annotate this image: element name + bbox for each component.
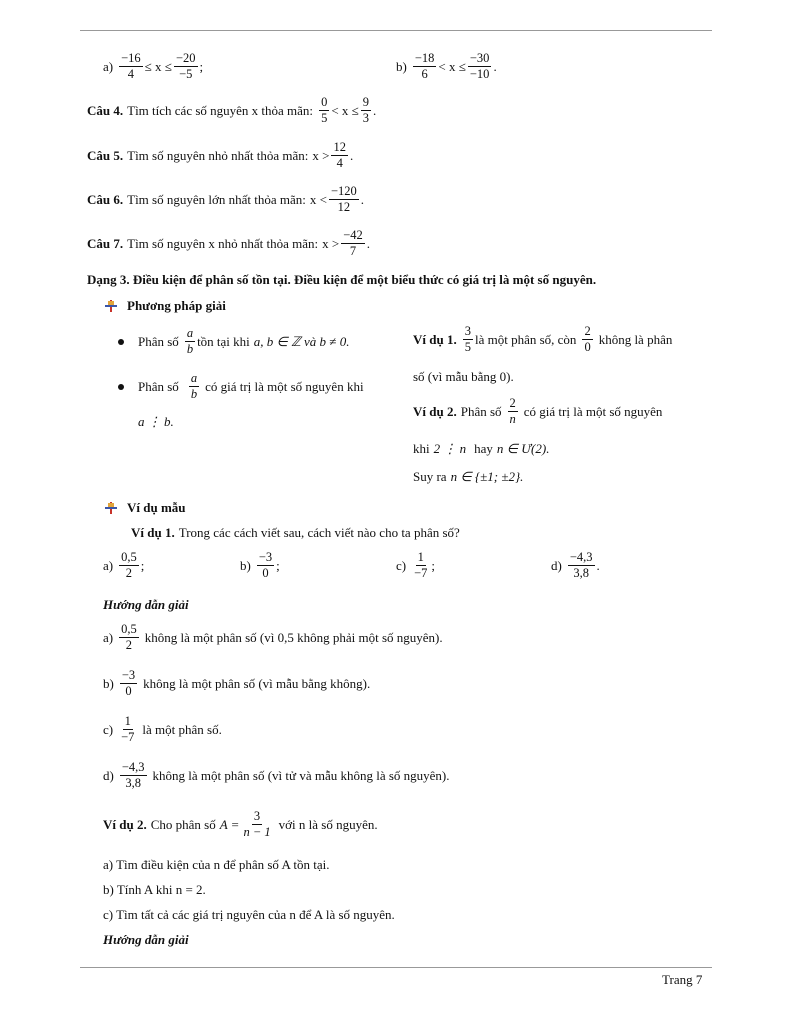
fraction: $\frac{12}{4}$ xyxy=(333,140,346,171)
method-bullet-2-line2: a ⋮ b. xyxy=(138,414,174,429)
question-7: Câu 7. Tìm số nguyên x nhỏ nhất thỏa mãn: x > $\frac{-42}{7}$ . xyxy=(87,228,371,259)
answer-c: c) $\frac{1}{-7}$ là một phân số. xyxy=(103,714,222,745)
guide-heading-2: Hướng dẫn giải xyxy=(103,932,189,947)
fraction: $\frac{a}{b}$ xyxy=(186,326,194,357)
example-2-part-a: a) Tìm điều kiện của n để phân số A tồn tại. xyxy=(103,857,330,872)
question-label: Câu 6. xyxy=(87,191,124,207)
exercise-item-b: b) $\frac{-18}{6}$ < x ≤ $\frac{-30}{-10}$ . xyxy=(396,51,497,82)
section-marker-icon xyxy=(105,300,117,312)
question-text: Tìm số nguyên x nhỏ nhất thỏa mãn: xyxy=(127,235,319,251)
question-label: Câu 5. xyxy=(87,147,124,163)
option-d: d) $\frac{-4,3}{3,8}$ . xyxy=(551,550,600,581)
method-bullet-2: Phân số $\frac{a}{b}$ có giá trị là một số nguyên khi xyxy=(118,372,364,401)
fraction: $\frac{0}{5}$ xyxy=(321,95,328,126)
fraction: $\frac{-16}{4}$ xyxy=(121,51,141,82)
fraction: $\frac{-42}{7}$ xyxy=(343,228,363,259)
example-2-part-b: b) Tính A khi n = 2. xyxy=(103,882,206,897)
fraction: $\frac{1}{-7}$ xyxy=(121,714,135,745)
answer-b: b) $\frac{-3}{0}$ không là một phân số (vì mẫu bằng không). xyxy=(103,668,371,699)
fraction: $\frac{a}{b}$ xyxy=(190,371,198,402)
method-bullet-1: Phân số $\frac{a}{b}$ tồn tại khi a, b ∈ ℤ và b ≠ 0. xyxy=(118,327,349,356)
question-label: Câu 7. xyxy=(87,235,124,251)
question-5: Câu 5. Tìm số nguyên nhỏ nhất thỏa mãn: x > $\frac{12}{4}$ . xyxy=(87,140,354,171)
top-rule xyxy=(80,30,712,31)
section-marker-icon xyxy=(105,502,117,514)
examples-heading: Ví dụ mẫu xyxy=(105,500,186,516)
method-example-2-line2: khi 2 ⋮ n hay n ∈ Ư(2). xyxy=(413,441,550,456)
exercise-item-a: a) $\frac{-16}{4}$ ≤ x ≤ $\frac{-20}{-5}$ ; xyxy=(103,51,204,82)
option-b: b) $\frac{-3}{0}$ ; xyxy=(240,550,280,581)
relation: < x ≤ xyxy=(438,58,466,74)
fraction: $\frac{0,5}{2}$ xyxy=(121,550,137,581)
question-4: Câu 4. Tìm tích các số nguyên x thỏa mãn: $\frac{0}{5}$ < x ≤ $\frac{9}{3}$ . xyxy=(87,95,377,126)
fraction: $\frac{-4,3}{3,8}$ xyxy=(121,760,145,791)
fraction: $\frac{9}{3}$ xyxy=(362,95,370,126)
fraction: $\frac{1}{-7}$ xyxy=(414,550,428,581)
fraction: $\frac{0,5}{2}$ xyxy=(121,622,137,653)
bullet-icon xyxy=(118,339,124,345)
page-number: Trang 7 xyxy=(662,972,703,987)
question-text: Tìm số nguyên lớn nhất thỏa mãn: xyxy=(127,191,306,207)
section-title: Dạng 3. Điều kiện để phân số tồn tại. Điều kiện để một biểu thức có giá trị là một số nguyên. xyxy=(87,272,597,287)
method-example-2-line3: Suy ra n ∈ {±1; ±2}. xyxy=(413,469,524,484)
fraction: $\frac{-20}{-5}$ xyxy=(175,51,196,82)
fraction: $\frac{-3}{0}$ xyxy=(121,668,136,699)
fraction: $\frac{-30}{-10}$ xyxy=(469,51,490,82)
item-label: a) xyxy=(103,58,114,74)
guide-heading: Hướng dẫn giải xyxy=(103,597,189,612)
question-6: Câu 6. Tìm số nguyên lớn nhất thỏa mãn: x < $\frac{-120}{12}$ . xyxy=(87,184,365,215)
fraction: $\frac{-4,3}{3,8}$ xyxy=(569,550,593,581)
answer-a: a) $\frac{0,5}{2}$ không là một phân số (vì 0,5 không phải một số nguyên). xyxy=(103,622,443,653)
item-label: b) xyxy=(396,58,407,74)
example-1-prompt: Ví dụ 1. Trong các cách viết sau, cách viết nào cho ta phân số? xyxy=(131,525,460,540)
bullet-icon xyxy=(118,384,124,390)
fraction: $\frac{2}{0}$ xyxy=(584,324,591,355)
fraction: $\frac{-3}{0}$ xyxy=(258,550,273,581)
example-2-part-c: c) Tìm tất cả các giá trị nguyên của n để A là số nguyên. xyxy=(103,907,395,922)
question-text: Tìm số nguyên nhỏ nhất thỏa mãn: xyxy=(127,147,309,163)
example-2-prompt: Ví dụ 2. Cho phân số A = $\frac{3}{n - 1}$ với n là số nguyên. xyxy=(103,809,378,840)
method-example-1-line2: số (vì mẫu bằng 0). xyxy=(413,369,514,384)
question-label: Câu 4. xyxy=(87,102,124,118)
fraction: $\frac{-120}{12}$ xyxy=(330,184,357,215)
fraction: $\frac{3}{5}$ xyxy=(464,324,471,355)
method-example-1: Ví dụ 1. $\frac{3}{5}$ là một phân số, còn $\frac{2}{0}$ không là phân xyxy=(413,324,673,355)
answer-d: d) $\frac{-4,3}{3,8}$ không là một phân số (vì tử và mẫu không là số nguyên). xyxy=(103,760,450,791)
fraction: $\frac{2}{n}$ xyxy=(509,396,516,427)
option-a: a) $\frac{0,5}{2}$ ; xyxy=(103,550,145,581)
bottom-rule xyxy=(80,967,712,968)
fraction: $\frac{3}{n - 1}$ xyxy=(243,809,271,840)
method-example-2: Ví dụ 2. Phân số $\frac{2}{n}$ có giá trị là một số nguyên xyxy=(413,396,663,427)
option-c: c) $\frac{1}{-7}$ ; xyxy=(396,550,436,581)
relation: ≤ x ≤ xyxy=(144,58,172,74)
fraction: $\frac{-18}{6}$ xyxy=(414,51,435,82)
question-text: Tìm tích các số nguyên x thỏa mãn: xyxy=(127,102,314,118)
method-heading: Phương pháp giải xyxy=(105,298,226,314)
